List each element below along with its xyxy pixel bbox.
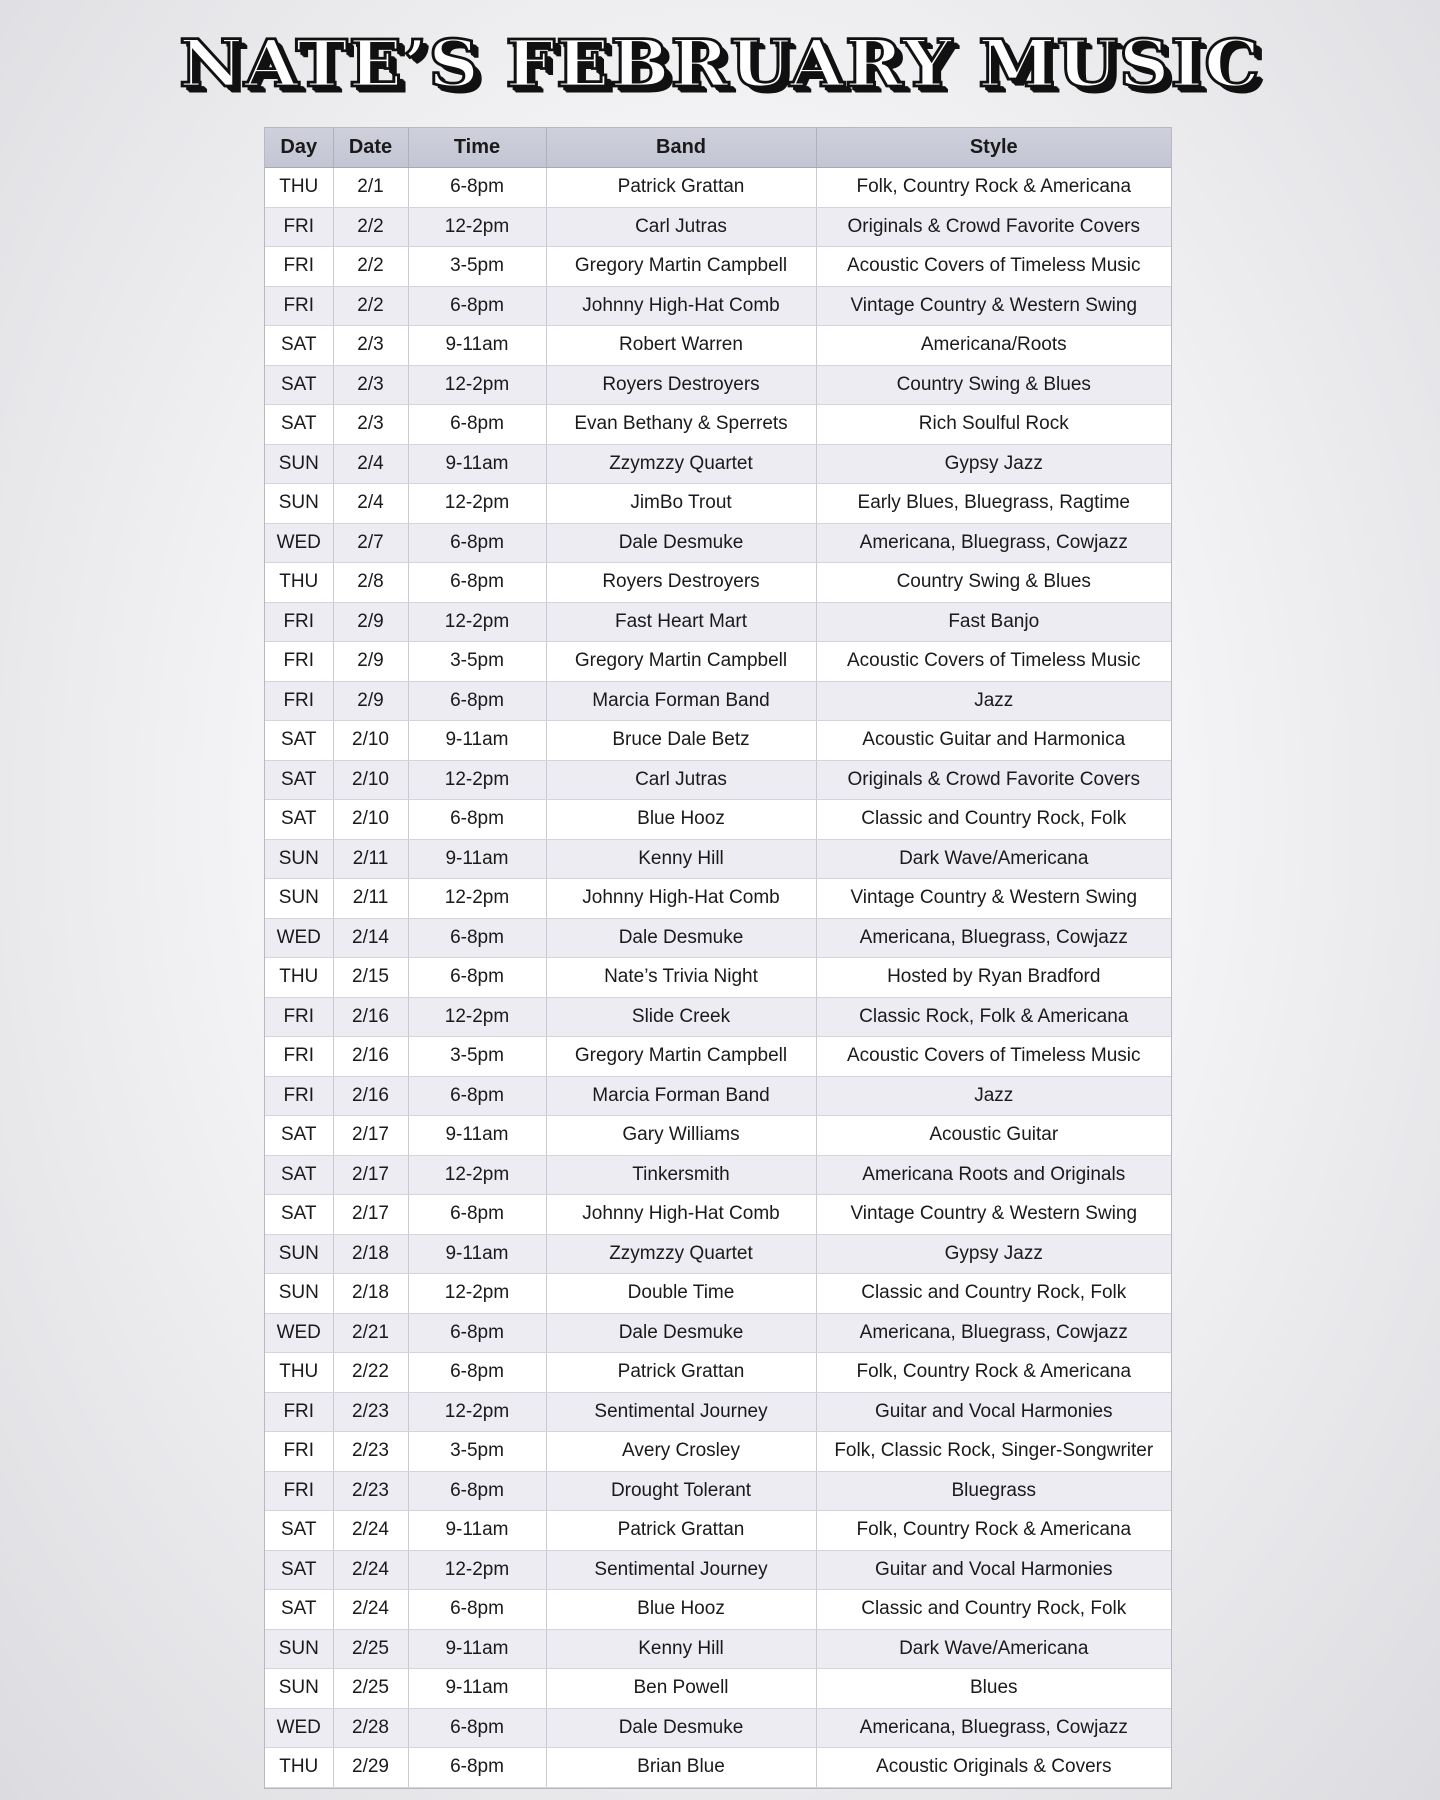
date-cell: 2/16 (333, 1037, 408, 1077)
day-cell: SUN (265, 1234, 333, 1274)
style-cell: Hosted by Ryan Bradford (816, 958, 1171, 998)
date-cell: 2/24 (333, 1590, 408, 1630)
band-cell: Blue Hooz (546, 1590, 816, 1630)
table-row (265, 1353, 1171, 1393)
table-row (265, 1195, 1171, 1235)
table-row (265, 1511, 1171, 1551)
table-row (265, 1432, 1171, 1472)
style-cell: Country Swing & Blues (816, 365, 1171, 405)
band-cell: Sentimental Journey (546, 1392, 816, 1432)
date-cell: 2/25 (333, 1629, 408, 1669)
date-cell: 2/4 (333, 484, 408, 524)
date-cell: 2/10 (333, 721, 408, 761)
band-cell: Tinkersmith (546, 1155, 816, 1195)
band-cell: Gregory Martin Campbell (546, 247, 816, 287)
style-cell: Americana/Roots (816, 326, 1171, 366)
column-header-day: Day (265, 128, 333, 168)
day-cell: SAT (265, 1550, 333, 1590)
date-cell: 2/10 (333, 800, 408, 840)
day-cell: THU (265, 958, 333, 998)
date-cell: 2/16 (333, 1076, 408, 1116)
table-row (265, 918, 1171, 958)
table-row (265, 563, 1171, 603)
date-cell: 2/14 (333, 918, 408, 958)
date-cell: 2/17 (333, 1155, 408, 1195)
table-row (265, 1116, 1171, 1156)
band-cell: Patrick Grattan (546, 168, 816, 208)
date-cell: 2/2 (333, 207, 408, 247)
table-row (265, 1274, 1171, 1314)
style-cell: Acoustic Guitar and Harmonica (816, 721, 1171, 761)
time-cell: 12-2pm (408, 1392, 546, 1432)
time-cell: 6-8pm (408, 1708, 546, 1748)
day-cell: SAT (265, 326, 333, 366)
table-row (265, 1392, 1171, 1432)
time-cell: 6-8pm (408, 1590, 546, 1630)
table-row (265, 326, 1171, 366)
band-cell: Johnny High-Hat Comb (546, 1195, 816, 1235)
table-row (265, 1234, 1171, 1274)
band-cell: Gregory Martin Campbell (546, 1037, 816, 1077)
table-row (265, 721, 1171, 761)
band-cell: Patrick Grattan (546, 1511, 816, 1551)
band-cell: Royers Destroyers (546, 365, 816, 405)
band-cell: Carl Jutras (546, 207, 816, 247)
band-cell: Dale Desmuke (546, 523, 816, 563)
table-row (265, 1708, 1171, 1748)
band-cell: Gary Williams (546, 1116, 816, 1156)
time-cell: 6-8pm (408, 918, 546, 958)
style-cell: Vintage Country & Western Swing (816, 286, 1171, 326)
style-cell: Country Swing & Blues (816, 563, 1171, 603)
time-cell: 6-8pm (408, 168, 546, 208)
day-cell: FRI (265, 286, 333, 326)
date-cell: 2/23 (333, 1432, 408, 1472)
time-cell: 9-11am (408, 444, 546, 484)
time-cell: 6-8pm (408, 800, 546, 840)
date-cell: 2/11 (333, 879, 408, 919)
time-cell: 3-5pm (408, 247, 546, 287)
band-cell: Bruce Dale Betz (546, 721, 816, 761)
table-row (265, 1313, 1171, 1353)
band-cell: Nate’s Trivia Night (546, 958, 816, 998)
time-cell: 9-11am (408, 1629, 546, 1669)
style-cell: Bluegrass (816, 1471, 1171, 1511)
style-cell: Folk, Country Rock & Americana (816, 1353, 1171, 1393)
table-row (265, 365, 1171, 405)
band-cell: Robert Warren (546, 326, 816, 366)
time-cell: 3-5pm (408, 642, 546, 682)
band-cell: Blue Hooz (546, 800, 816, 840)
style-cell: Classic and Country Rock, Folk (816, 1274, 1171, 1314)
band-cell: Royers Destroyers (546, 563, 816, 603)
style-cell: Americana, Bluegrass, Cowjazz (816, 1708, 1171, 1748)
date-cell: 2/7 (333, 523, 408, 563)
style-cell: Folk, Country Rock & Americana (816, 1511, 1171, 1551)
date-cell: 2/25 (333, 1669, 408, 1709)
date-cell: 2/22 (333, 1353, 408, 1393)
time-cell: 9-11am (408, 1234, 546, 1274)
date-cell: 2/3 (333, 326, 408, 366)
date-cell: 2/10 (333, 760, 408, 800)
table-row (265, 1748, 1171, 1788)
style-cell: Originals & Crowd Favorite Covers (816, 207, 1171, 247)
date-cell: 2/23 (333, 1392, 408, 1432)
table-row (265, 958, 1171, 998)
table-row (265, 286, 1171, 326)
band-cell: Evan Bethany & Sperrets (546, 405, 816, 445)
style-cell: Classic and Country Rock, Folk (816, 800, 1171, 840)
time-cell: 12-2pm (408, 207, 546, 247)
day-cell: FRI (265, 1076, 333, 1116)
style-cell: Guitar and Vocal Harmonies (816, 1550, 1171, 1590)
date-cell: 2/3 (333, 365, 408, 405)
date-cell: 2/23 (333, 1471, 408, 1511)
style-cell: Classic Rock, Folk & Americana (816, 997, 1171, 1037)
day-cell: THU (265, 168, 333, 208)
column-header-date: Date (333, 128, 408, 168)
table-row (265, 1471, 1171, 1511)
time-cell: 9-11am (408, 839, 546, 879)
table-row (265, 1629, 1171, 1669)
day-cell: WED (265, 918, 333, 958)
table-row (265, 997, 1171, 1037)
band-cell: Marcia Forman Band (546, 681, 816, 721)
table-row (265, 1037, 1171, 1077)
day-cell: FRI (265, 997, 333, 1037)
date-cell: 2/9 (333, 642, 408, 682)
style-cell: Folk, Country Rock & Americana (816, 168, 1171, 208)
date-cell: 2/1 (333, 168, 408, 208)
time-cell: 12-2pm (408, 484, 546, 524)
band-cell: Kenny Hill (546, 1629, 816, 1669)
style-cell: Acoustic Covers of Timeless Music (816, 1037, 1171, 1077)
time-cell: 12-2pm (408, 365, 546, 405)
day-cell: WED (265, 1708, 333, 1748)
band-cell: Dale Desmuke (546, 1708, 816, 1748)
date-cell: 2/24 (333, 1511, 408, 1551)
date-cell: 2/3 (333, 405, 408, 445)
band-cell: Johnny High-Hat Comb (546, 879, 816, 919)
table-row (265, 405, 1171, 445)
band-cell: Johnny High-Hat Comb (546, 286, 816, 326)
date-cell: 2/2 (333, 247, 408, 287)
date-cell: 2/9 (333, 681, 408, 721)
table-row (265, 1550, 1171, 1590)
date-cell: 2/9 (333, 602, 408, 642)
table-row (265, 523, 1171, 563)
time-cell: 6-8pm (408, 286, 546, 326)
day-cell: FRI (265, 1471, 333, 1511)
day-cell: SAT (265, 1155, 333, 1195)
band-cell: Zzymzzy Quartet (546, 444, 816, 484)
time-cell: 6-8pm (408, 1353, 546, 1393)
time-cell: 6-8pm (408, 1195, 546, 1235)
table-row (265, 760, 1171, 800)
table-row (265, 1669, 1171, 1709)
day-cell: SAT (265, 1590, 333, 1630)
day-cell: SAT (265, 1511, 333, 1551)
band-cell: Ben Powell (546, 1669, 816, 1709)
day-cell: SAT (265, 721, 333, 761)
time-cell: 6-8pm (408, 1471, 546, 1511)
day-cell: WED (265, 523, 333, 563)
date-cell: 2/18 (333, 1274, 408, 1314)
date-cell: 2/2 (333, 286, 408, 326)
style-cell: Americana Roots and Originals (816, 1155, 1171, 1195)
band-cell: Drought Tolerant (546, 1471, 816, 1511)
time-cell: 6-8pm (408, 1313, 546, 1353)
band-cell: Marcia Forman Band (546, 1076, 816, 1116)
style-cell: Acoustic Guitar (816, 1116, 1171, 1156)
day-cell: SAT (265, 760, 333, 800)
date-cell: 2/4 (333, 444, 408, 484)
style-cell: Acoustic Originals & Covers (816, 1748, 1171, 1788)
style-cell: Guitar and Vocal Harmonies (816, 1392, 1171, 1432)
day-cell: FRI (265, 1392, 333, 1432)
time-cell: 12-2pm (408, 1274, 546, 1314)
style-cell: Early Blues, Bluegrass, Ragtime (816, 484, 1171, 524)
day-cell: FRI (265, 247, 333, 287)
table-row (265, 642, 1171, 682)
date-cell: 2/15 (333, 958, 408, 998)
column-header-band: Band (546, 128, 816, 168)
date-cell: 2/17 (333, 1195, 408, 1235)
time-cell: 6-8pm (408, 681, 546, 721)
time-cell: 6-8pm (408, 1748, 546, 1788)
style-cell: Vintage Country & Western Swing (816, 879, 1171, 919)
band-cell: Gregory Martin Campbell (546, 642, 816, 682)
date-cell: 2/18 (333, 1234, 408, 1274)
style-cell: Rich Soulful Rock (816, 405, 1171, 445)
date-cell: 2/8 (333, 563, 408, 603)
day-cell: SAT (265, 365, 333, 405)
time-cell: 9-11am (408, 326, 546, 366)
band-cell: Slide Creek (546, 997, 816, 1037)
table-row (265, 602, 1171, 642)
style-cell: Gypsy Jazz (816, 444, 1171, 484)
table-row (265, 484, 1171, 524)
band-cell: Fast Heart Mart (546, 602, 816, 642)
band-cell: Carl Jutras (546, 760, 816, 800)
time-cell: 6-8pm (408, 563, 546, 603)
day-cell: SUN (265, 1274, 333, 1314)
table-row (265, 1590, 1171, 1630)
time-cell: 12-2pm (408, 1155, 546, 1195)
band-cell: Kenny Hill (546, 839, 816, 879)
time-cell: 9-11am (408, 721, 546, 761)
style-cell: Vintage Country & Western Swing (816, 1195, 1171, 1235)
day-cell: SAT (265, 405, 333, 445)
column-header-time: Time (408, 128, 546, 168)
day-cell: FRI (265, 1037, 333, 1077)
date-cell: 2/29 (333, 1748, 408, 1788)
day-cell: SAT (265, 1116, 333, 1156)
day-cell: THU (265, 1353, 333, 1393)
table-row (265, 1155, 1171, 1195)
time-cell: 3-5pm (408, 1037, 546, 1077)
table-row (265, 207, 1171, 247)
style-cell: Americana, Bluegrass, Cowjazz (816, 523, 1171, 563)
band-cell: Patrick Grattan (546, 1353, 816, 1393)
column-header-style: Style (816, 128, 1171, 168)
table-row (265, 681, 1171, 721)
day-cell: FRI (265, 642, 333, 682)
style-cell: Acoustic Covers of Timeless Music (816, 247, 1171, 287)
table-header-row (265, 128, 1171, 168)
day-cell: FRI (265, 207, 333, 247)
table-row (265, 800, 1171, 840)
day-cell: SUN (265, 444, 333, 484)
band-cell: Brian Blue (546, 1748, 816, 1788)
day-cell: SUN (265, 484, 333, 524)
band-cell: Dale Desmuke (546, 918, 816, 958)
time-cell: 9-11am (408, 1116, 546, 1156)
table-row (265, 168, 1171, 208)
band-cell: Sentimental Journey (546, 1550, 816, 1590)
time-cell: 9-11am (408, 1511, 546, 1551)
day-cell: SUN (265, 839, 333, 879)
style-cell: Originals & Crowd Favorite Covers (816, 760, 1171, 800)
date-cell: 2/11 (333, 839, 408, 879)
band-cell: Avery Crosley (546, 1432, 816, 1472)
style-cell: Dark Wave/Americana (816, 839, 1171, 879)
date-cell: 2/28 (333, 1708, 408, 1748)
time-cell: 6-8pm (408, 1076, 546, 1116)
day-cell: SUN (265, 1629, 333, 1669)
style-cell: Jazz (816, 681, 1171, 721)
table-row (265, 247, 1171, 287)
date-cell: 2/24 (333, 1550, 408, 1590)
style-cell: Americana, Bluegrass, Cowjazz (816, 918, 1171, 958)
day-cell: THU (265, 1748, 333, 1788)
day-cell: SUN (265, 1669, 333, 1709)
table-row (265, 444, 1171, 484)
style-cell: Gypsy Jazz (816, 1234, 1171, 1274)
style-cell: Classic and Country Rock, Folk (816, 1590, 1171, 1630)
time-cell: 12-2pm (408, 760, 546, 800)
band-cell: Double Time (546, 1274, 816, 1314)
table-row (265, 839, 1171, 879)
style-cell: Acoustic Covers of Timeless Music (816, 642, 1171, 682)
date-cell: 2/17 (333, 1116, 408, 1156)
time-cell: 12-2pm (408, 997, 546, 1037)
date-cell: 2/16 (333, 997, 408, 1037)
time-cell: 12-2pm (408, 1550, 546, 1590)
time-cell: 12-2pm (408, 879, 546, 919)
table-row (265, 879, 1171, 919)
band-cell: Zzymzzy Quartet (546, 1234, 816, 1274)
day-cell: SAT (265, 1195, 333, 1235)
schedule-table (264, 127, 1172, 1789)
date-cell: 2/21 (333, 1313, 408, 1353)
time-cell: 9-11am (408, 1669, 546, 1709)
day-cell: FRI (265, 1432, 333, 1472)
time-cell: 6-8pm (408, 405, 546, 445)
style-cell: Blues (816, 1669, 1171, 1709)
time-cell: 3-5pm (408, 1432, 546, 1472)
page-title: NATE’S FEBRUARY MUSIC (179, 25, 1261, 102)
style-cell: Jazz (816, 1076, 1171, 1116)
style-cell: Fast Banjo (816, 602, 1171, 642)
day-cell: SAT (265, 800, 333, 840)
style-cell: Folk, Classic Rock, Singer-Songwriter (816, 1432, 1171, 1472)
style-cell: Dark Wave/Americana (816, 1629, 1171, 1669)
day-cell: THU (265, 563, 333, 603)
time-cell: 6-8pm (408, 523, 546, 563)
day-cell: FRI (265, 602, 333, 642)
day-cell: SUN (265, 879, 333, 919)
time-cell: 6-8pm (408, 958, 546, 998)
time-cell: 12-2pm (408, 602, 546, 642)
table-row (265, 1076, 1171, 1116)
day-cell: FRI (265, 681, 333, 721)
band-cell: Dale Desmuke (546, 1313, 816, 1353)
band-cell: JimBo Trout (546, 484, 816, 524)
day-cell: WED (265, 1313, 333, 1353)
style-cell: Americana, Bluegrass, Cowjazz (816, 1313, 1171, 1353)
